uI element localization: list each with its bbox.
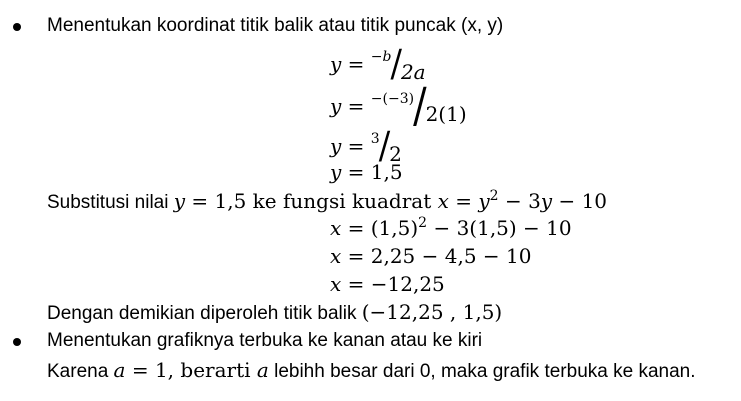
eq1-denominator: 2a xyxy=(400,60,426,84)
final-p1: Karena xyxy=(47,361,114,382)
equation-x-substituted xyxy=(330,216,572,243)
eq3-numerator: 3 xyxy=(370,131,380,147)
equation-y-result xyxy=(330,160,403,184)
equation-x-result xyxy=(330,272,445,296)
result-text xyxy=(47,300,502,325)
subst-p2: = 1,5 ke fungsi kuadrat xyxy=(185,189,438,213)
eq1-slash: / xyxy=(390,42,402,86)
equation-y-substituted xyxy=(330,78,467,134)
eq1-numerator: −b xyxy=(370,49,392,65)
eq3-slash: / xyxy=(378,124,391,168)
eq2-slash: / xyxy=(413,78,427,134)
eq2-denominator: 2(1) xyxy=(425,102,467,126)
eq5-p2: − 3(1,5) − 10 xyxy=(427,216,572,240)
subst-var-y2: y xyxy=(478,189,490,213)
subst-p3: = xyxy=(448,189,479,213)
result-prefix: Dengan demikian diperoleh titik balik xyxy=(47,303,362,324)
subst-p5: − 10 xyxy=(552,189,608,213)
final-p3: lebihh besar dari 0, maka grafik terbuka ke kanan. xyxy=(268,361,696,382)
eq3-denominator: 2 xyxy=(389,142,402,166)
final-text xyxy=(47,358,696,383)
result-point: (−12,25 , 1,5) xyxy=(361,300,503,324)
subst-square: 2 xyxy=(489,188,499,204)
eq2-lhs: y = xyxy=(330,94,371,118)
equation-x-expanded xyxy=(330,244,532,268)
bullet-2 xyxy=(13,338,21,346)
bullet-1 xyxy=(13,23,21,31)
eq3-lhs: y = xyxy=(330,134,371,158)
subst-var-x: x xyxy=(437,189,449,213)
eq5-p1: = (1,5) xyxy=(341,216,419,240)
subst-var-y3: y xyxy=(540,189,553,213)
eq7-rhs: = −12,25 xyxy=(341,272,445,296)
final-p2: = 1, berarti xyxy=(125,358,257,382)
eq5-var: x xyxy=(330,216,342,240)
final-var-a: a xyxy=(113,358,126,382)
substitution-text xyxy=(47,189,607,216)
subst-var-y: y xyxy=(173,189,186,213)
equation-y-formula xyxy=(330,42,426,86)
bullet-1-text: Menentukan koordinat titik balik atau titik puncak (x, y) xyxy=(47,15,504,36)
eq2-numerator: −(−3) xyxy=(370,91,415,107)
eq5-square: 2 xyxy=(418,215,428,231)
subst-p4: − 3 xyxy=(498,189,541,213)
eq4-rhs: 1,5 xyxy=(370,160,403,184)
eq1-lhs: y = xyxy=(330,52,371,76)
subst-p1: Substitusi nilai xyxy=(47,192,174,213)
eq7-var: x xyxy=(330,272,342,296)
bullet-2-text: Menentukan grafiknya terbuka ke kanan atau ke kiri xyxy=(47,330,483,351)
equation-y-fraction xyxy=(330,124,402,168)
eq4-lhs: y = xyxy=(330,160,371,184)
eq6-var: x xyxy=(330,244,342,268)
final-var-a2: a xyxy=(256,358,269,382)
eq6-rhs: = 2,25 − 4,5 − 10 xyxy=(341,244,532,268)
